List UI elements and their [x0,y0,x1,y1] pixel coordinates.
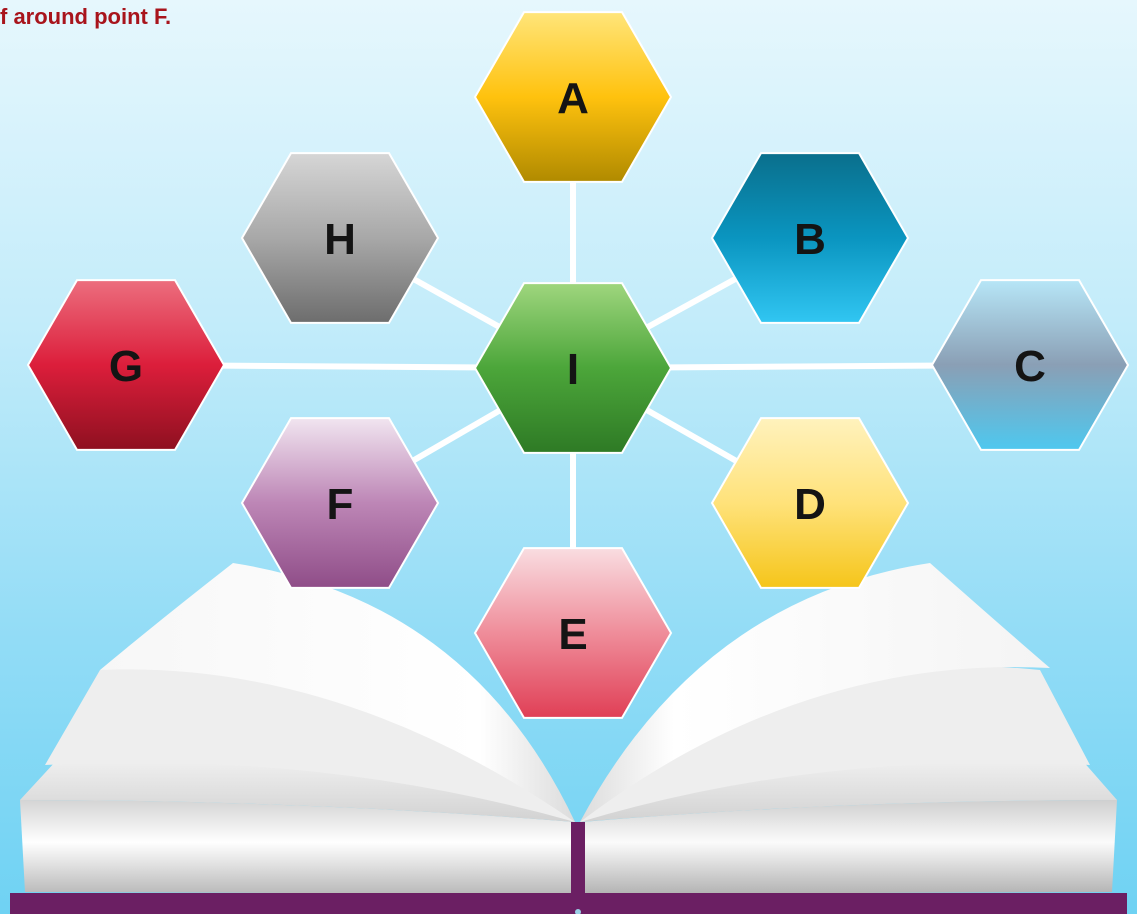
hexagon-d [712,418,908,588]
hexagon-d-label: D [794,480,826,529]
book-spine [571,822,585,897]
hexagon-h-label: H [324,215,356,264]
hexagon-b-label: B [794,215,826,264]
hexagon-f-label: F [326,480,354,529]
hexagon-a-label: A [557,74,589,123]
hexagon-e [475,548,671,718]
hexagon-b [712,153,908,323]
hexagon-c [932,280,1128,450]
hexagon-a [475,12,671,182]
hexagon-g [28,280,224,450]
caption-text: f around point F. [0,4,172,29]
hexagon-c-label: C [1014,342,1046,391]
hexagon-i-center-label: I [566,345,580,394]
book-base-bar [10,893,1127,914]
hexagon-e-label: E [558,610,588,659]
hexagon-h [242,153,438,323]
hexagon-i-center [475,283,671,453]
hexagon-f [242,418,438,588]
hexagon-g-label: G [108,342,144,391]
